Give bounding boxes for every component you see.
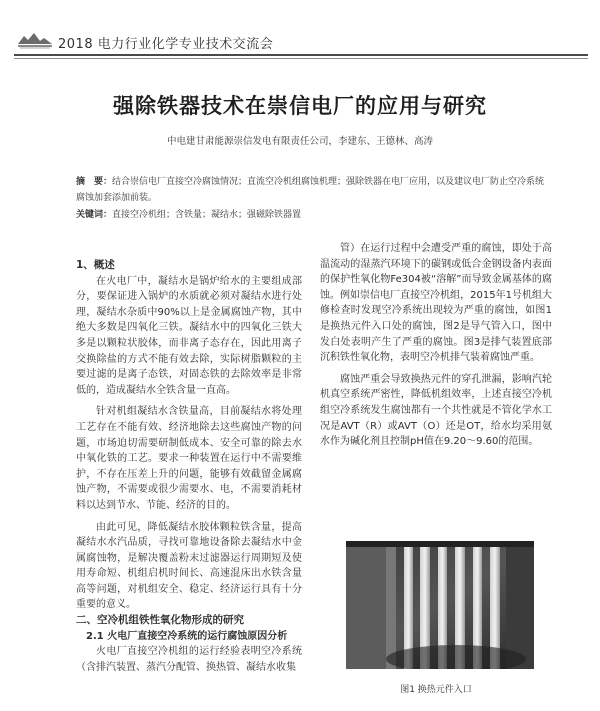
subsection-heading: 2.1 火电厂直接空冷系统的运行腐蚀原因分析 [86,630,288,642]
header-rule-thin [14,58,588,59]
abstract-label: 摘 要： [76,177,113,187]
paper-authors: 中电建甘肃能源崇信发电有限责任公司，李建东、王德林、高涛 [166,136,433,147]
paragraph: 由此可见，降低凝结水胶体颗粒铁含量，提高凝结水水汽品质，寻找可靠地设备除去凝结水中金属腐蚀物，是解决覆盖粉末过滤器运行周期短及使用寿命短、机组启机时间长、高速混床出水铁含量高等问题，对机组安全、稳定、经济运行具有十分重要的意义。 [76,521,302,611]
section-1-heading: 1、概述 [76,259,115,271]
conference-title: 2018 电力行业化学专业技术交流会 [58,37,274,52]
conference-logo [16,30,54,50]
abstract-text: 结合崇信电厂直接空冷腐蚀情况；直流空冷机组腐蚀机理；强除铁器在电厂应用，以及建议电厂防止空冷系统腐蚀加套添加前装。 [76,177,545,203]
running-header [14,30,588,64]
paragraph: 管）在运行过程中会遭受严重的腐蚀，即处于高温流动的湿蒸汽环境下的碳钢或低合金钢设备内表面的保护性氧化物Fe304被“溶解”而导致金属基体的腐蚀。例如崇信电厂直接空冷机组，2015年1号机组大修检查时发现空冷系统出现较为严重的腐蚀，如图1是换热元件入口处的腐蚀，图2是导气管入口，图中发白处表明产生了严重的腐蚀。图3是排气装置底部沉积铁性氧化物，表明空冷机排气装着腐蚀严重。 [320,243,552,364]
keywords-text: 直接空冷机组；含铁量；凝结水；强磁除铁器置 [112,210,302,220]
paragraph: 针对机组凝结水含铁量高，目前凝结水将处理工艺存在不能有效、经济地除去这些腐蚀产物的问题，市场迫切需要研制低成本、安全可靠的除去水中氧化铁的工艺。要求一种装置在运行中不需要维护，不存在压差上升的问题，能够有效截留金属腐蚀产物，不需要或很少需要水、电，不需要消耗材料以达到节水、节能、经济的目的。 [76,406,302,511]
paper-title: 强除铁器技术在崇信电厂的应用与研究 [113,94,487,118]
header-rule [14,54,588,56]
abstract [76,174,552,206]
figure-1-photo [346,541,534,669]
keywords [76,208,552,222]
figure-caption: 图1 换热元件入口 [400,685,472,695]
section-2-heading: 二、空冷机组铁性氧化物形成的研究 [76,614,244,627]
left-column [76,258,302,675]
paragraph: 腐蚀严重会导致换热元件的穿孔泄漏，影响汽轮机真空系统严密性，降低机组效率，上述直接空冷机组空冷系统发生腐蚀都有一个共性就是不管化学水工况是AVT（R）或AVT（O）还是OT，给水均采用氨水作为碱化剂且控制pH值在9.20～9.60的范围。 [320,373,552,448]
keywords-label: 关键词： [76,210,113,220]
right-column [320,241,552,450]
paragraph: 火电厂直接空冷机组的运行经验表明空冷系统（含排汽装置、蒸汽分配管、换热管、凝结水收集 [76,646,302,673]
paragraph: 在火电厂中，凝结水是锅炉给水的主要组成部分，要保证进入锅炉的水质就必须对凝结水进行处理，凝结水杂质中90%以上是金属腐蚀产物，其中绝大多数是四氧化三铁。凝结水中的四氧化三铁大多是以颗粒状胶体，而非离子态存在，因此用离子交换除盐的方式不能有效去除，实际树脂颗粒的主要过滤的是离子态铁，对固态铁的去除效率是非常低的，造成凝结水全铁含量一直高。 [76,275,302,396]
